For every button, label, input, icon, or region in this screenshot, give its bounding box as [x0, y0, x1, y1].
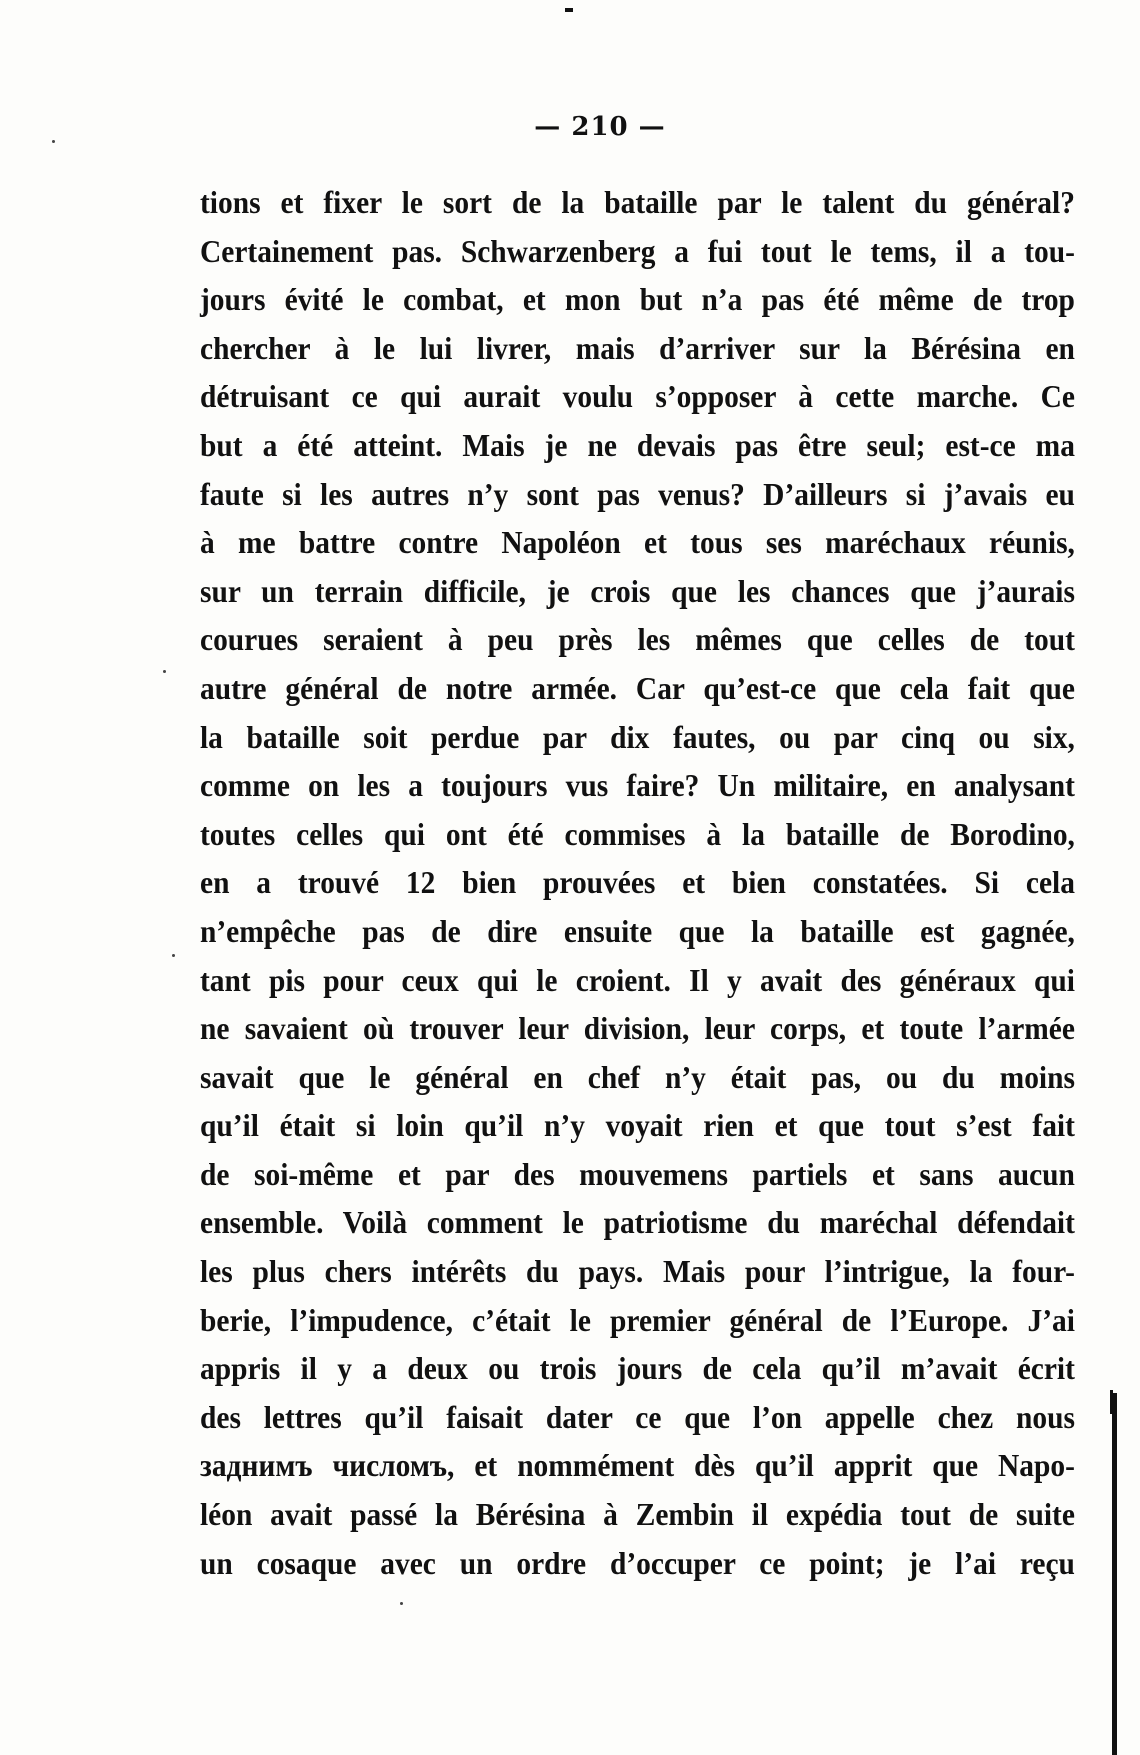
- text-line: заднимъ числомъ, et nommément dès qu’il apprit que Napo-: [200, 1447, 1075, 1484]
- text-line: un cosaque avec un ordre d’occuper ce point; je l’ai reçu: [200, 1544, 1075, 1581]
- text-line: savait que le général en chef n’y était pas, ou du moins: [200, 1058, 1075, 1095]
- page-body-text: [200, 178, 1075, 1587]
- page-number: — 210 —: [534, 112, 666, 142]
- text-line: toutes celles qui ont été commises à la bataille de Borodino,: [200, 815, 1075, 852]
- text-line: détruisant ce qui aurait voulu s’opposer à cette marche. Ce: [200, 378, 1075, 415]
- text-line: comme on les a toujours vus faire? Un militaire, en analysant: [200, 767, 1075, 804]
- text-line: courues seraient à peu près les mêmes que celles de tout: [200, 621, 1075, 658]
- text-line: qu’il était si loin qu’il n’y voyait rien et que tout s’est fait: [200, 1107, 1075, 1144]
- text-line: but a été atteint. Mais je ne devais pas être seul; est-ce ma: [200, 426, 1075, 463]
- text-line: de soi-même et par des mouvemens partiels et sans aucun: [200, 1155, 1075, 1192]
- text-line: Certainement pas. Schwarzenberg a fui tout le tems, il a tou-: [200, 232, 1075, 269]
- text-line: les plus chers intérêts du pays. Mais pour l’intrigue, la four-: [200, 1253, 1075, 1290]
- scan-artifact-top: [565, 8, 573, 12]
- text-line: jours évité le combat, et mon but n’a pas été même de trop: [200, 281, 1075, 318]
- scan-speck: [52, 140, 55, 143]
- text-line: ne savaient où trouver leur division, leur corps, et toute l’armée: [200, 1010, 1075, 1047]
- text-line: n’empêche pas de dire ensuite que la bataille est gagnée,: [200, 912, 1075, 949]
- text-line: à me battre contre Napoléon et tous ses maréchaux réunis,: [200, 524, 1075, 561]
- text-line: tions et fixer le sort de la bataille par le talent du général?: [200, 184, 1075, 220]
- text-line: autre général de notre armée. Car qu’est-ce que cela fait que: [200, 669, 1075, 706]
- text-line: léon avait passé la Bérésina à Zembin il expédia tout de suite: [200, 1496, 1075, 1533]
- text-line: ensemble. Voilà comment le patriotisme du maréchal défendait: [200, 1204, 1075, 1241]
- text-line: faute si les autres n’y sont pas venus? D’ailleurs si j’avais eu: [200, 475, 1075, 512]
- scan-speck: [163, 670, 166, 673]
- text-line: chercher à le lui livrer, mais d’arriver sur la Bérésina en: [200, 329, 1075, 366]
- text-line: berie, l’impudence, c’était le premier général de l’Europe. J’ai: [200, 1301, 1075, 1338]
- scan-speck: [172, 954, 175, 957]
- text-line: tant pis pour ceux qui le croient. Il y avait des généraux qui: [200, 961, 1075, 998]
- text-line: des lettres qu’il faisait dater ce que l’on appelle chez nous: [200, 1398, 1075, 1435]
- text-line: en a trouvé 12 bien prouvées et bien constatées. Si cela: [200, 864, 1075, 901]
- scan-edge-shadow: [1112, 1393, 1117, 1755]
- text-line: la bataille soit perdue par dix fautes, ou par cinq ou six,: [200, 718, 1075, 755]
- scan-speck: [400, 1602, 403, 1605]
- text-line: sur un terrain difficile, je crois que les chances que j’aurais: [200, 572, 1075, 609]
- text-line: appris il y a deux ou trois jours de cela qu’il m’avait écrit: [200, 1350, 1075, 1387]
